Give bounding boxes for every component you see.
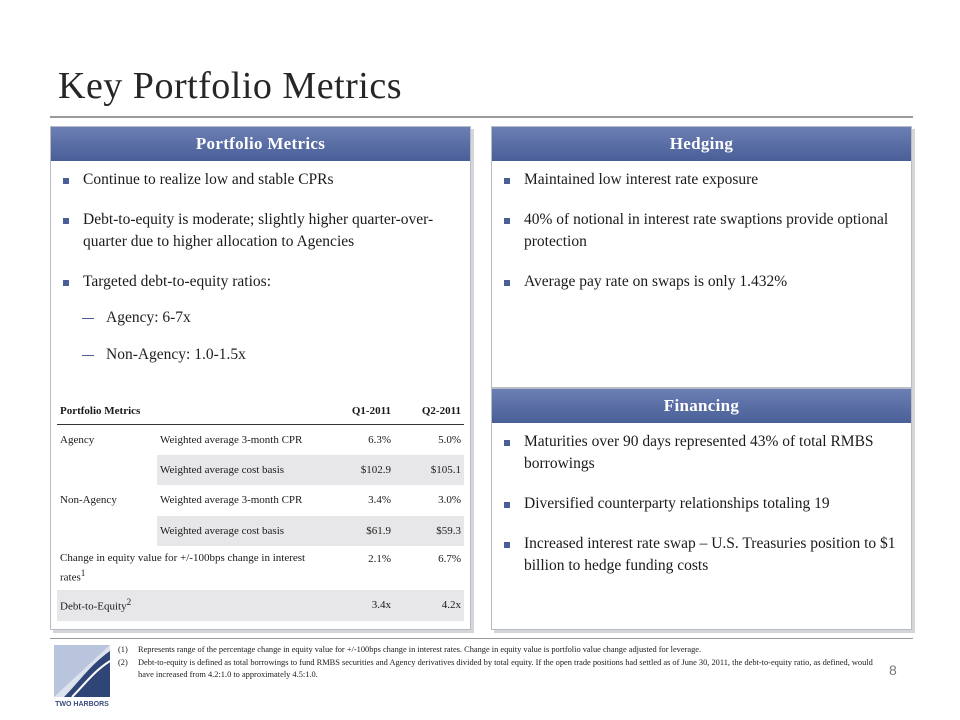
bullet-square-icon [504,178,510,184]
table-header: Portfolio Metrics [57,398,157,424]
bullet-item: Maintained low interest rate exposure [502,169,897,191]
bullet-item: Average pay rate on swaps is only 1.432% [502,271,897,293]
table-header: Q1-2011 [329,398,394,424]
financing-panel [491,388,912,630]
logo-wordmark: TWO HARBORS [55,701,109,708]
table-row: Weighted average cost basis $102.9 $105.1 [57,455,464,486]
bullet-square-icon [63,280,69,286]
two-harbors-logo-icon [50,641,114,701]
bullet-item: Debt-to-equity is moderate; slightly higher quarter-over-quarter due to higher allocation to Agencies [61,209,456,253]
table-row: Debt-to-Equity$^2$ 3.4x 4.2x [57,590,464,621]
bullet-item: Increased interest rate swap – U.S. Treasuries position to $1 billion to hedge funding costs [502,533,897,577]
bullet-square-icon [504,280,510,286]
table-header [157,398,329,424]
dash-icon [82,355,94,356]
bullet-item: Maturities over 90 days represented 43% of total RMBS borrowings [502,431,897,475]
bullet-square-icon [63,218,69,224]
bullet-square-icon [504,218,510,224]
bullet-item: Diversified counterparty relationships totaling 19 [502,493,897,515]
financing-bullets [492,423,911,577]
target-ratio-subbullets [51,307,470,366]
hedging-bullets [492,161,911,293]
table-row: Weighted average cost basis $61.9 $59.3 [57,516,464,547]
bullet-item: 40% of notional in interest rate swaptions provide optional protection [502,209,897,253]
portfolio-metrics-header: Portfolio Metrics [51,127,470,161]
page-number: 8 [889,662,897,678]
dash-icon [82,318,94,319]
hedging-header: Hedging [492,127,911,161]
financing-header: Financing [492,389,911,423]
bullet-square-icon [504,440,510,446]
hedging-panel [491,126,912,388]
sub-bullet-item: Agency: 6-7x [82,307,456,329]
company-logo [50,641,114,717]
footer-divider [50,638,913,639]
table-row: Non-Agency Weighted average 3-month CPR 3.4% 3.0% [60,494,461,507]
portfolio-bullets [51,161,470,293]
bullet-item: Targeted debt-to-equity ratios: [61,271,456,293]
footnote-item: (2) Debt-to-equity is defined as total borrowings to fund RMBS securities and Agency derivatives divided by total equity. If the open trade positions had settled as of June 30, 2011, the debt-to-equity ratio, as defined, would have increased from 4.2:1.0 to approximately 4.5:1.0. [118,657,873,679]
bullet-square-icon [504,542,510,548]
portfolio-metrics-table [57,398,464,621]
bullet-square-icon [504,502,510,508]
sub-bullet-item: Non-Agency: 1.0-1.5x [82,344,456,366]
title-divider [50,116,913,118]
table-header-row [57,398,464,424]
footnotes [118,644,888,682]
footnote-item: (1) Represents range of the percentage change in equity value for +/-100bps change in interest rates. Change in equity value is portfolio value change adjusted for leverage. [118,645,702,654]
slide-title: Key Portfolio Metrics [58,65,403,107]
table-header: Q2-2011 [394,398,464,424]
bullet-square-icon [63,178,69,184]
table-row: Change in equity value for +/-100bps change in interest rates$^1$ 2.1% 6.7% [60,551,461,584]
table-row: Agency Weighted average 3-month CPR 6.3% 5.0% [60,433,461,446]
bullet-item: Continue to realize low and stable CPRs [61,169,456,191]
